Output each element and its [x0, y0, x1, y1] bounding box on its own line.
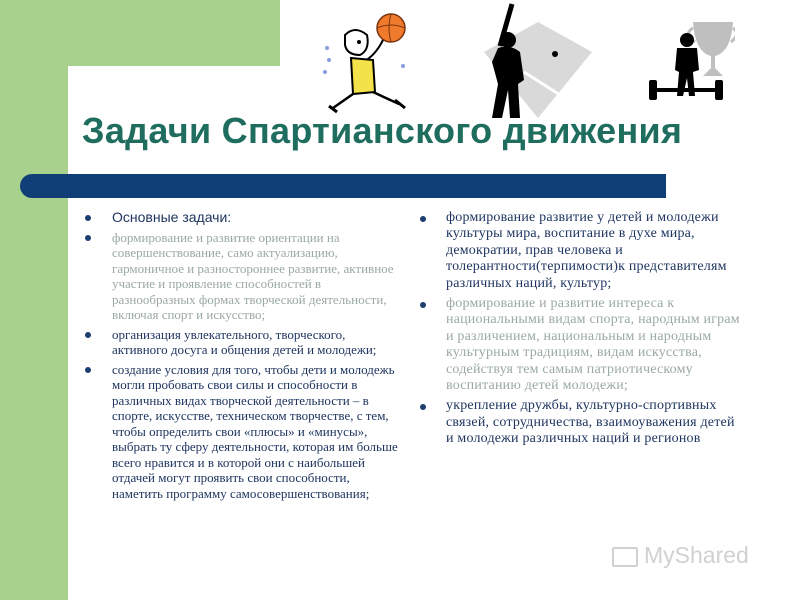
- bullet-icon: [85, 215, 91, 221]
- bullet-icon: [85, 367, 91, 373]
- bullet-icon: [85, 235, 91, 241]
- list-item: организация увлекательного, творческого, активного досуга и общения детей и молодежи;: [82, 327, 400, 358]
- basketball-player-image: [315, 0, 415, 118]
- bullet-icon: [420, 404, 426, 410]
- list-item: Основные задачи:: [82, 210, 400, 226]
- weightlifter-trophy-image: [645, 0, 735, 118]
- bullet-icon: [420, 216, 426, 222]
- list-item: создание условия для того, чтобы дети и молодежь могли пробовать свои силы и способности в различных видах творческой деятельности – в спорте, искусстве, техническом творчестве, с тем, чтобы определить свои «плюсы» и «минусы», выбрать ту сферу деятельности, которая им больше всего нравится и в которой они с наибольшей отдачей могут проявить свои способности, наметить программу самосовершенствования;: [82, 362, 400, 502]
- list-item: формирование и развитие интереса к национальными видам спорта, народным играм и различением, национальным и народным культурным традициям, видам искусства, содействуя тем самым патриотическому воспитанию детей молодежи;: [416, 296, 742, 394]
- list-item: формирование развитие у детей и молодежи культуры мира, воспитание в духе мира, демократии, прав человека и толерантности(терпимости)к представителям различных наций, культур;: [416, 210, 742, 292]
- presentation-icon: [612, 547, 638, 567]
- title-underline-bar: [20, 174, 666, 198]
- right-bullet-list: [416, 210, 742, 452]
- list-item: формирование и развитие ориентации на совершенствование, само актуализацию, гармоничное и разностороннее развитие, активное участие и проявление способностей в разнообразных формах творческой деятельности, включая спорт и искусство;: [82, 230, 400, 323]
- list-item: укрепление дружбы, культурно-спортивных связей, сотрудничества, взаимоуважения детей и молодежи различных наций и регионов: [416, 398, 742, 447]
- baseball-batter-image: [480, 0, 595, 118]
- watermark: MyShared: [612, 542, 749, 569]
- bullet-icon: [420, 302, 426, 308]
- left-green-band: [0, 0, 68, 600]
- left-bullet-list: [82, 210, 400, 505]
- slide-title: Задачи Спартианского движения: [82, 110, 683, 151]
- bullet-icon: [85, 332, 91, 338]
- top-green-band: [0, 0, 280, 66]
